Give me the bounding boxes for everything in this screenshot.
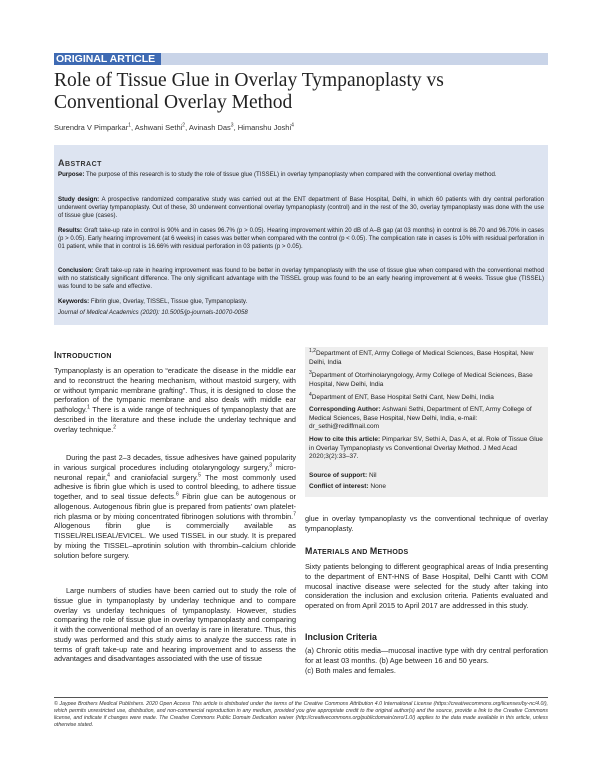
methods-paragraph: Sixty patients belonging to different geographical areas of India presenting to the department of ENT-HNS of Base Hospital, Delhi Cantt with COM mucosal inactive disease were selected for the study after taking into consideration the inclusion and exclusion criteria. Patients evaluated and operated on from April 2015 to April 2017 are addressed in this study. [305,562,548,610]
intro-p2-text-d: The most commonly used adhesive is fibrin glue which is used to control bleeding, to adhere tissue together, and to seal tissue defects. [54,472,296,501]
design-text: A prospective randomized comparative study was carried out at the ENT department of Base Hospital, Delhi, in which 60 patients with dry central perforation underwent overlay tympanoplasty. Out of these, 30 underwent conventional overlay tympanoplasty (control) and in the rest of the 30, overlay tympanoplasty was done with the use of tissue glue (cases). [58,196,544,220]
title-line-1: Role of Tissue Glue in Overlay Tympanoplasty vs [54,70,444,91]
abstract-results [58,227,544,251]
intro-p2-text-a: During the past 2–3 decades, tissue adhesives have gained popularity in various surgical procedures including otolaryngology surgery, [54,453,296,472]
ref-mark: 4 [107,472,110,479]
ref-mark: 3 [269,462,273,469]
methods-heading-rest-1: ATERIALS AND [312,549,370,556]
materials-methods-heading [305,546,408,556]
keywords-label: Keywords: [58,298,90,305]
corresponding-author [309,406,546,432]
conclusion-text: Graft take-up rate in hearing improvement was found to be better in overlay tympanoplasty with the use of tissue glue when compared with the conventional method with no statistically significant difference. The only significant advantage with the TISSEL group was found to be an early hearing improvement at 6 weeks. Tissue glue (TISSEL) was found to be safe and effective. [58,267,544,291]
source-of-support [309,472,546,481]
intro-paragraph-3: Large numbers of studies have been carried out to study the role of tissue glue in tympanoplasty by underlay technique and to compare overlay vs underlay techniques of tympanoplasty. However, studies comparing the role of tissue glue in overlay tympanoplasty and comparing it with the conventional method of an overlay is rare in literature. Thus, this study was performed and this study aims to analyze the success rate in terms of graft take-up rate and hearing improvement and to assess the advantages and disadvantages associated with the use of tissue [54,586,296,664]
abstract-heading [58,158,102,168]
intro-heading-rest: NTRODUCTION [56,353,112,360]
source-of-support-label: Source of support: [309,472,368,479]
corresponding-author-label: Corresponding Author: [309,406,381,413]
affiliation-mark: 3 [309,369,312,376]
abstract-heading-rest: BSTRACT [65,161,102,168]
ref-mark: 6 [175,491,179,498]
design-label: Study design: [58,196,100,203]
intro-p1-text-a: Tympanoplasty is an operation to “eradicate the disease in the middle ear and to reconstruct the hearing mechanism, without mastoid surgery, with or without tympanic membrane grafting”. Thus, it is designed to close the perforation of the tympanic membrane and also deals with middle ear pathology. [54,366,296,414]
conflict-of-interest [309,483,546,492]
abstract-purpose [58,171,544,179]
abstract-design [58,196,544,220]
results-label: Results: [58,227,83,234]
conflict-of-interest-label: Conflict of interest: [309,483,369,490]
introduction-heading [54,350,112,360]
conclusion-label: Conclusion: [58,267,94,274]
affiliation-4-text: Department of ENT, Base Hospital Sethi Cant, New Delhi, India [311,394,494,401]
affiliation-mark: 4 [309,391,312,398]
intro-p2-text-e: Fibrin glue can be autogenous or allogenous. Autogenous fibrin glue is prepared from patients’ own platelet-rich plasma or by mixing concentrated fibrinogen solutions with thrombin. [54,492,296,521]
intro-p2-text-f: Allogenous fibrin glue is commercially available as TISSEL/RELISEAL/EVICEL. We used TISSEL in our study. It is prepared by mixing the TISSEL–aprotinin solution with thrombin–calcium chloride solution before surgery. [54,521,296,560]
abstract-conclusion [58,267,544,291]
intro-p2-text-b: micro-neuronal repair, [54,462,296,482]
abstract-heading-initial: A [58,158,65,168]
how-to-cite-label: How to cite this article: [309,436,381,443]
author-name: Surendra V Pimparkar [54,123,129,132]
how-to-cite-text: Pimparkar SV, Sethi A, Das A, et al. Role of Tissue Glue in Overlay Tympanoplasty vs Conventional Overlay Method. J Med Acad 2020;3(2):33–37. [309,436,543,461]
methods-heading-initial-2: M [369,546,378,556]
intro-heading-initial: I [54,350,57,360]
affiliation-1-2-text: Department of ENT, Army College of Medical Sciences, Base Hospital, New Delhi, India [309,350,534,366]
affiliation-mark: 1,2 [309,347,316,354]
conflict-of-interest-text: None [370,483,386,490]
methods-heading-rest-2: ETHODS [377,549,409,556]
author-affiliation-mark: 1 [128,122,131,129]
intro-p2-text-c: and craniofacial surgery. [109,472,199,482]
intro-paragraph-1 [54,366,296,434]
ref-mark: 2 [113,424,117,431]
source-of-support-text: Nil [368,472,377,479]
journal-citation: Journal of Medical Academics (2020): 10.5005/jp-journals-10070-0058 [58,309,248,316]
title-line-2: Conventional Overlay Method [54,92,293,113]
inclusion-criteria-a-b: (a) Chronic otitis media—mucosal inactive type with dry central perforation for at least 03 months. (b) Age between 16 and 50 years. [305,646,548,665]
affiliation-4 [309,391,546,403]
author-list: Surendra V Pimparkar$^1$, Ashwani Sethi$^2$, Avinash Das$^3$, Himanshu Joshi$^4$ [54,122,294,132]
inclusion-criteria-c: (c) Both males and females. [305,666,396,675]
intro-paragraph-3-continued: glue in overlay tympanoplasty vs the conventional technique of overlay tympanoplasty. [305,514,548,533]
footer-divider [54,697,548,698]
author-name: Avinash Das [188,123,231,132]
author-affiliation-mark: 3 [230,122,234,129]
abstract-keywords [58,298,544,306]
how-to-cite [309,436,546,462]
purpose-label: Purpose: [58,171,85,178]
intro-paragraph-2 [54,453,296,560]
affiliation-1-2 [309,347,546,367]
author-name: Ashwani Sethi [134,123,183,132]
ref-mark: 1 [87,404,90,411]
article-type-label: ORIGINAL ARTICLE [54,53,161,65]
results-text: Graft take-up rate in control is 90% and in cases 96.7% (p > 0.05). Hearing improvement within 20 dB of A–B gap (at 03 months) in control is 86.70 and 96.70% in cases (p > 0.05). Early hearing improvement (at 6 weeks) in cases was better when compared with the control (p < 0.05). The complication rate in cases is 10% with residual perforation in 01 patient, while that in control is 16.66% with residual perforation in 03 patients (p > 0.05). [58,227,544,251]
corresponding-author-text: Ashwani Sethi, Department of ENT, Army College of Medical Sciences, Base Hospital, New Delhi, India, e-mail: dr_sethi@rediffmail.com [309,406,532,431]
author-affiliation-mark: 2 [182,122,186,129]
ref-mark: 5 [198,472,201,479]
affiliation-3 [309,369,546,389]
keywords-text: Fibrin glue, Overlay, TISSEL, Tissue glue, Tympanoplasty. [90,298,248,305]
author-affiliation-mark: 4 [291,122,294,129]
methods-heading-initial-1: M [305,546,313,556]
affiliation-3-text: Department of Otorhinolaryngology, Army College of Medical Sciences, Base Hospital, New Delhi, India [309,372,533,388]
ref-mark: 7 [293,511,296,518]
license-footer: © Jaypee Brothers Medical Publishers. 2020 Open Access This article is distributed under the terms of the Creative Commons Attribution 4.0 International License (https://creativecommons.org/licenses/by-nc/4.0/), which permits unrestricted use, distribution, and non-commercial reproduction in any medium, provided you give appropriate credit to the original author(s) and the source, provide a link to the Creative Commons license, and indicate if changes were made. The Creative Commons Public Domain Dedication waiver (http://creativecommons.org/publicdomain/zero/1.0/) applies to the data made available in this article, unless otherwise stated. [54,701,548,729]
author-name: Himanshu Joshi [237,123,292,132]
article-title [54,70,548,114]
inclusion-criteria-heading: Inclusion Criteria [305,632,377,642]
purpose-text: The purpose of this research is to study the role of tissue glue (TISSEL) in overlay tympanoplasty when compared with the conventional overlay method. [86,171,497,178]
intro-p1-text-b: There is a wide range of techniques of tympanoplasty that are described in the literature and these include the underlay technique and overlay technique. [54,405,296,434]
